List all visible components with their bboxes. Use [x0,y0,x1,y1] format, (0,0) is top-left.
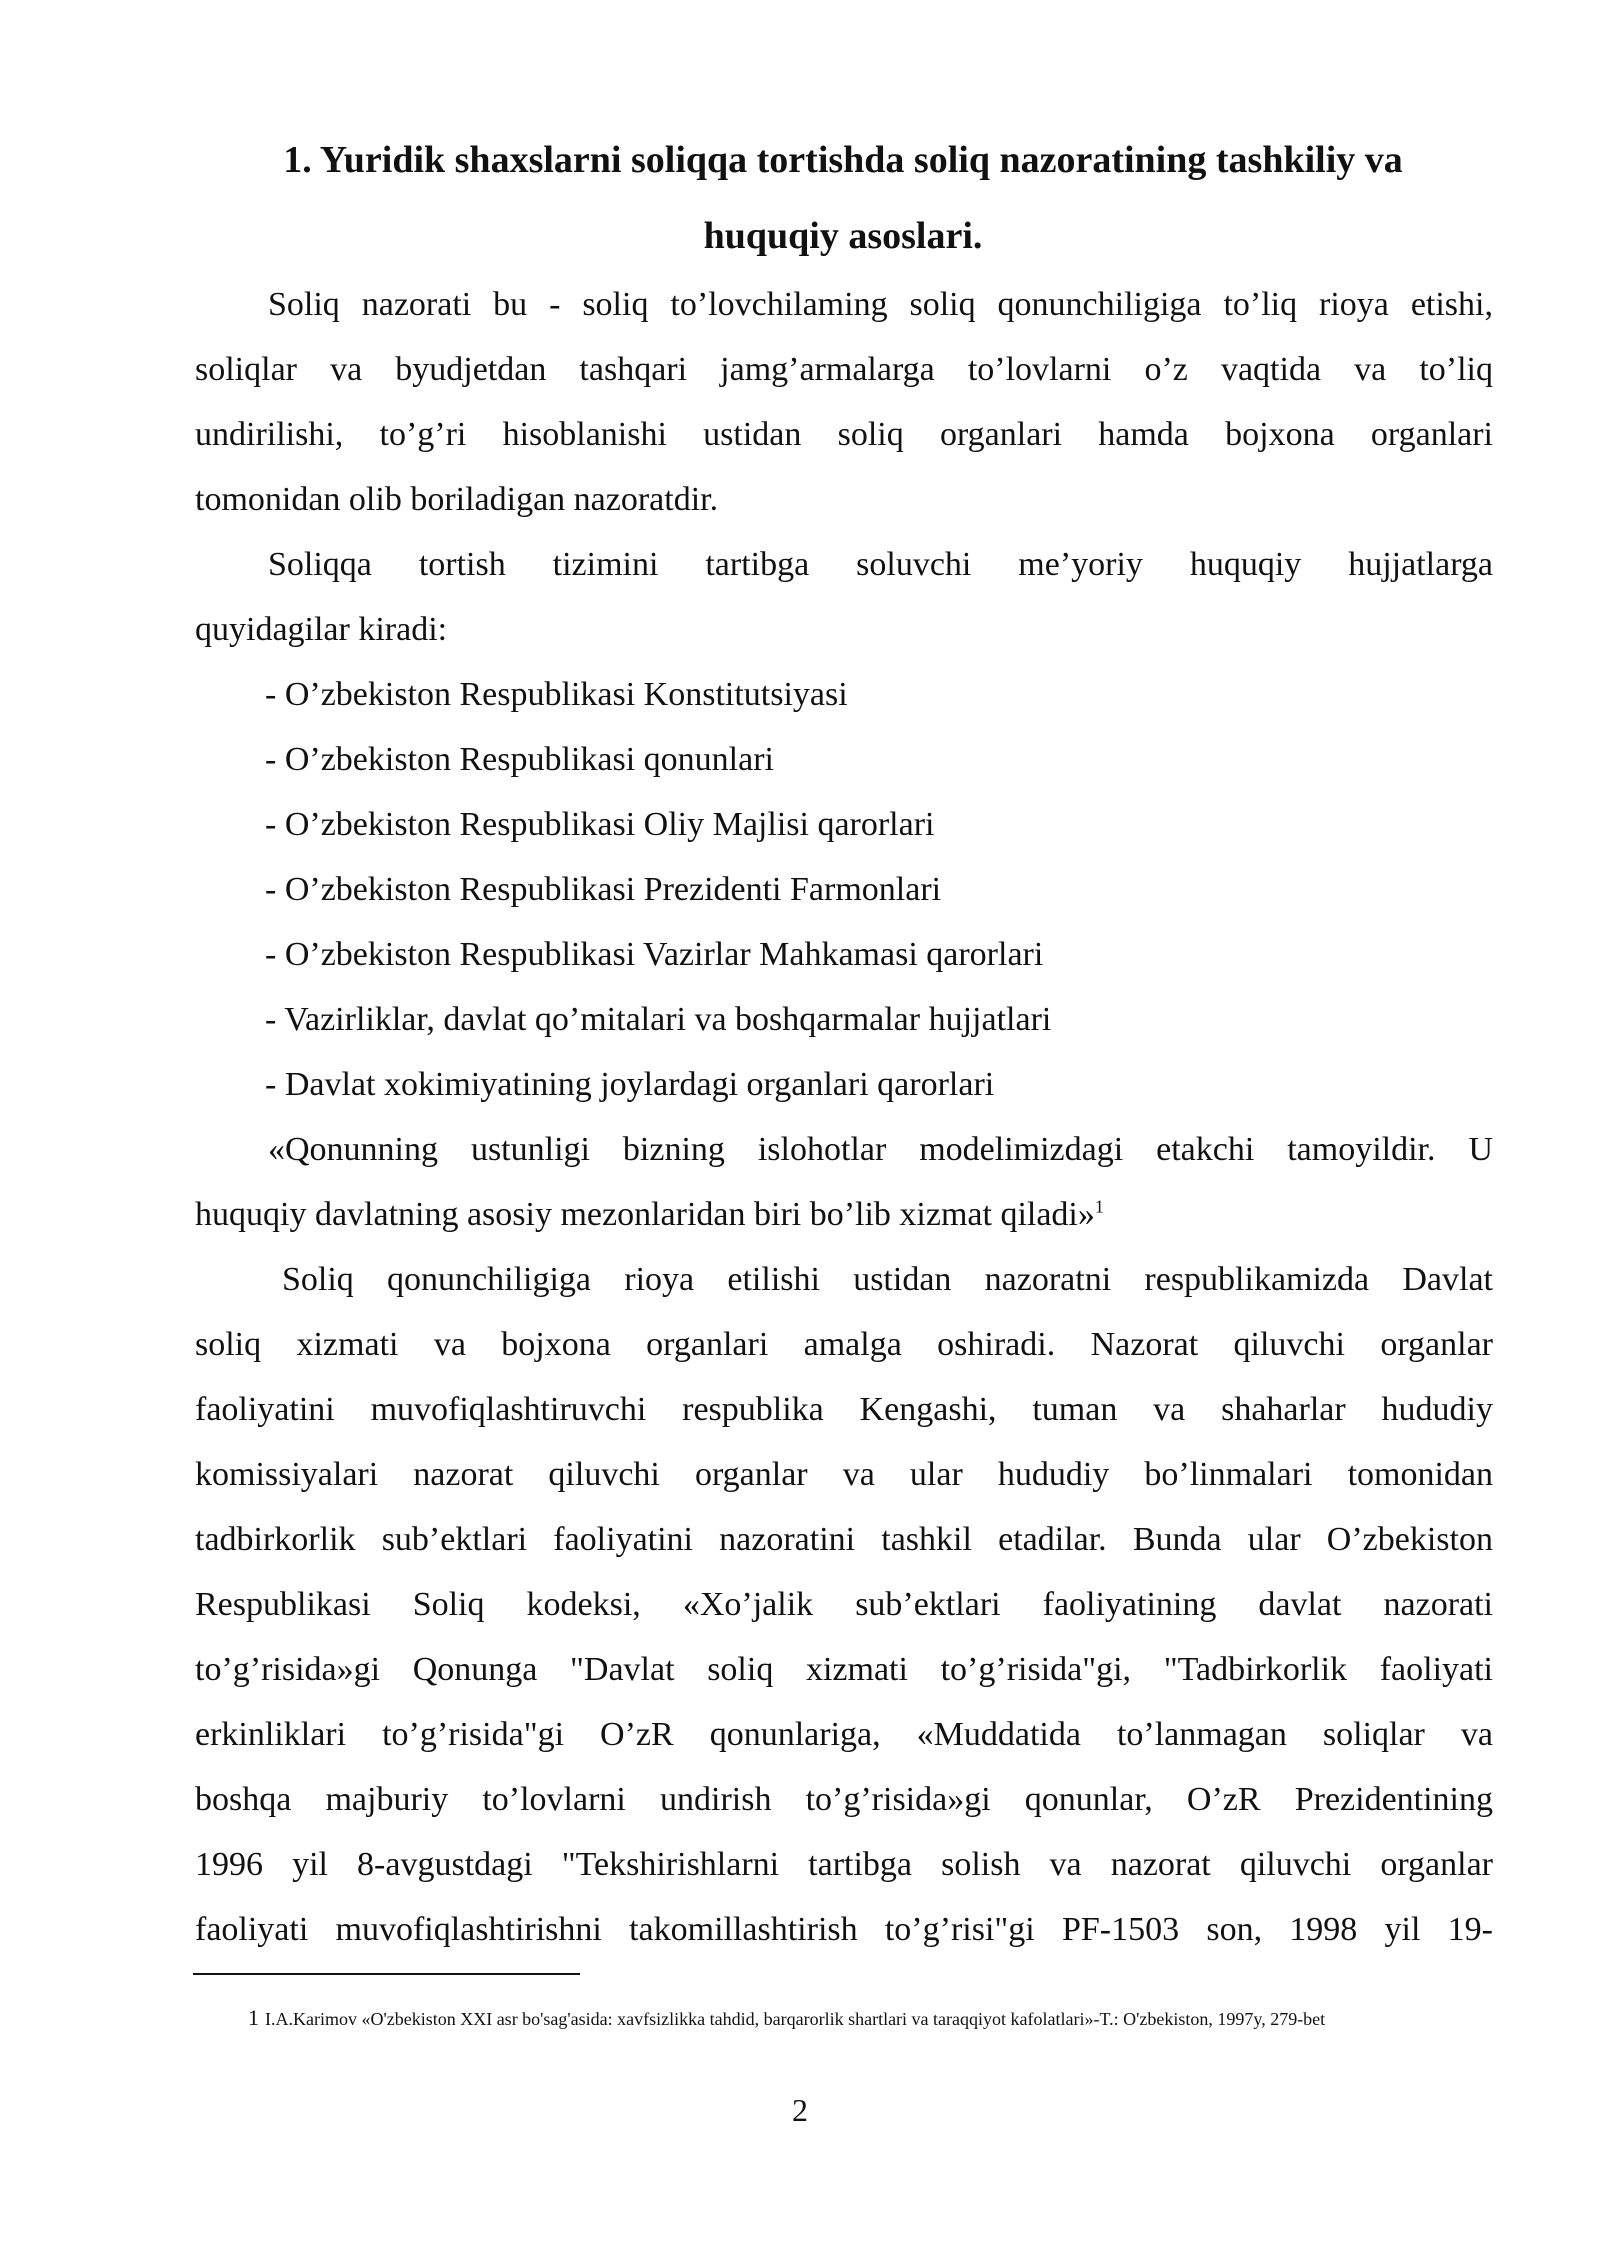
footnote-number: 1 [248,2005,259,2030]
paragraph-3-line-1: Soliq qonunchiligiga rioya etilishi ustidan nazoratni respublikamizda Davlat [282,1261,1493,1298]
page-number: 2 [792,2092,808,2128]
paragraph-3-line-3: faoliyatini muvofiqlashtiruvchi respublika Kengashi, tuman va shaharlar hududiy [195,1391,1493,1428]
footnote-reference: 1 [1094,1196,1104,1217]
footnote-separator [193,1973,580,1975]
paragraph-3-line-8: erkinliklari to’g’risida"gi O’zR qonunlariga, «Muddatida to’lanmagan soliqlar va [195,1716,1493,1753]
paragraph-3-line-6: Respublikasi Soliq kodeksi, «Xo’jalik sub’ektlari faoliyatining davlat nazorati [195,1586,1493,1623]
paragraph-1-line-1: Soliq nazorati bu - soliq to’lovchilaming soliq qonunchiligiga to’liq rioya etishi, [268,286,1493,323]
footnote [248,2005,1548,2032]
list-item: - O’zbekiston Respublikasi Konstitutsiyasi [265,676,848,713]
section-heading-line-2: huquqiy asoslari. [703,215,983,257]
list-item: - Davlat xokimiyatining joylardagi organlari qarorlari [265,1066,995,1103]
paragraph-1-line-4: tomonidan olib boriladigan nazoratdir. [195,481,719,518]
paragraph-2-line-1: Soliqqa tortish tizimini tartibga soluvchi me’yoriy huquqiy hujjatlarga [268,546,1493,583]
paragraph-1-line-2: soliqlar va byudjetdan tashqari jamg’armalarga to’lovlarni o’z vaqtida va to’liq [195,351,1493,388]
paragraph-3-line-10: 1996 yil 8-avgustdagi "Tekshirishlarni tartibga solish va nazorat qiluvchi organlar [195,1846,1493,1883]
quote-line-1: «Qonunning ustunligi bizning islohotlar modelimizdagi etakchi tamoyildir. U [268,1131,1493,1168]
quote-line-2 [195,1193,1493,1237]
paragraph-3-line-7: to’g’risida»gi Qonunga "Davlat soliq xizmati to’g’risida"gi, "Tadbirkorlik faoliyati [195,1651,1493,1688]
paragraph-3-line-11: faoliyati muvofiqlashtirishni takomillashtirish to’g’risi"gi PF-1503 son, 1998 yil 19- [195,1911,1493,1948]
paragraph-3-line-2: soliq xizmati va bojxona organlari amalga oshiradi. Nazorat qiluvchi organlar [195,1326,1493,1363]
list-item: - O’zbekiston Respublikasi qonunlari [265,741,774,778]
list-item: - O’zbekiston Respublikasi Prezidenti Farmonlari [265,871,942,908]
section-heading-line-1: 1. Yuridik shaxslarni soliqqa tortishda soliq nazoratining tashkiliy va [283,139,1403,181]
paragraph-3-line-9: boshqa majburiy to’lovlarni undirish to’g’risida»gi qonunlar, O’zR Prezidentining [195,1781,1493,1818]
paragraph-3-line-4: komissiyalari nazorat qiluvchi organlar va ular hududiy bo’linmalari tomonidan [195,1456,1493,1493]
list-item: - O’zbekiston Respublikasi Oliy Majlisi qarorlari [265,806,935,843]
paragraph-2-line-2: quyidagilar kiradi: [195,611,448,648]
list-item: - Vazirliklar, davlat qo’mitalari va boshqarmalar hujjatlari [265,1001,1052,1038]
paragraph-1-line-3: undirilishi, to’g’ri hisoblanishi ustidan soliq organlari hamda bojxona organlari [195,416,1493,453]
paragraph-3-line-5: tadbirkorlik sub’ektlari faoliyatini nazoratini tashkil etadilar. Bunda ular O’zbekiston [195,1521,1493,1558]
footnote-text: I.A.Karimov «O'zbekiston XXI asr bo'sag'asida: xavfsizlikka tahdid, barqarorlik shartlari va taraqqiyot kafolatlari»-T.: O'zbekiston, 1997y, 279-bet [265,2009,1326,2029]
quote-line-2-text: huquqiy davlatning asosiy mezonlaridan biri bo’lib xizmat qiladi» [195,1196,1095,1233]
list-item: - O’zbekiston Respublikasi Vazirlar Mahkamasi qarorlari [265,936,1044,973]
